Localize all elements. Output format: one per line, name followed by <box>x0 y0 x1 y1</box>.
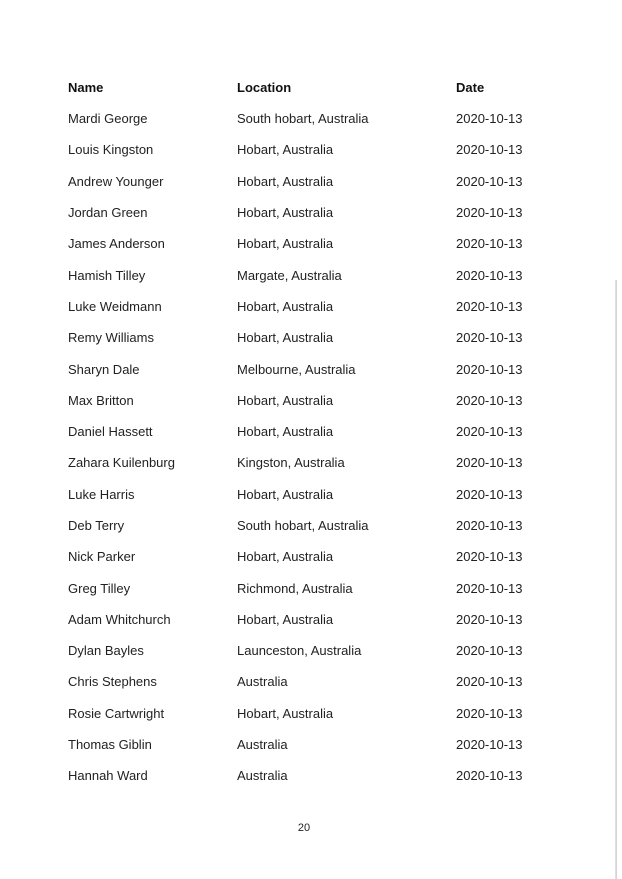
cell-date: 2020-10-13 <box>456 298 523 314</box>
cell-name: Remy Williams <box>68 330 154 346</box>
page-edge-shadow <box>615 280 617 879</box>
cell-name: Max Britton <box>68 392 134 408</box>
cell-name: Thomas Giblin <box>68 737 152 753</box>
cell-name: Daniel Hassett <box>68 424 153 440</box>
cell-location: Australia <box>237 674 288 690</box>
table-row <box>60 666 556 697</box>
cell-date: 2020-10-13 <box>456 674 523 690</box>
cell-name: Adam Whitchurch <box>68 611 171 627</box>
cell-name: Hannah Ward <box>68 768 148 784</box>
cell-location: South hobart, Australia <box>237 111 369 127</box>
cell-date: 2020-10-13 <box>456 111 523 127</box>
cell-date: 2020-10-13 <box>456 142 523 158</box>
cell-date: 2020-10-13 <box>456 611 523 627</box>
table-row <box>60 416 556 447</box>
cell-location: Hobart, Australia <box>237 705 334 721</box>
table-row <box>60 259 556 290</box>
table-row <box>60 134 556 165</box>
cell-date: 2020-10-13 <box>456 580 523 596</box>
table-row <box>60 103 556 134</box>
cell-name: Hamish Tilley <box>68 267 146 283</box>
cell-name: Mardi George <box>68 111 148 127</box>
table-row <box>60 510 556 541</box>
cell-name: Dylan Bayles <box>68 643 144 659</box>
cell-date: 2020-10-13 <box>456 737 523 753</box>
table-row <box>60 479 556 510</box>
table-row <box>60 760 556 791</box>
table-row <box>60 572 556 603</box>
cell-name: Sharyn Dale <box>68 361 140 377</box>
cell-date: 2020-10-13 <box>456 361 523 377</box>
cell-name: Chris Stephens <box>68 674 157 690</box>
cell-date: 2020-10-13 <box>456 643 523 659</box>
header-name: Name <box>68 80 104 95</box>
cell-date: 2020-10-13 <box>456 455 523 471</box>
cell-name: Nick Parker <box>68 549 136 565</box>
table-row <box>60 197 556 228</box>
cell-date: 2020-10-13 <box>456 486 523 502</box>
cell-location: South hobart, Australia <box>237 518 369 533</box>
table-row <box>60 729 556 760</box>
cell-name: Greg Tilley <box>68 580 131 596</box>
table-row <box>60 291 556 322</box>
table-row <box>60 447 556 478</box>
header-location: Location <box>237 80 292 95</box>
cell-date: 2020-10-13 <box>456 518 523 533</box>
cell-location: Margate, Australia <box>237 267 342 283</box>
page-number: 20 <box>297 822 311 834</box>
cell-date: 2020-10-13 <box>456 205 523 221</box>
cell-location: Melbourne, Australia <box>237 361 356 377</box>
cell-location: Hobart, Australia <box>237 173 334 189</box>
cell-name: Zahara Kuilenburg <box>68 455 175 471</box>
table-row <box>60 166 556 197</box>
cell-date: 2020-10-13 <box>456 173 523 189</box>
cell-location: Hobart, Australia <box>237 486 334 502</box>
table-row <box>60 604 556 635</box>
cell-location: Kingston, Australia <box>237 455 345 471</box>
cell-name: Louis Kingston <box>68 142 154 158</box>
cell-location: Hobart, Australia <box>237 205 334 221</box>
table-row <box>60 228 556 259</box>
table-row <box>60 322 556 353</box>
cell-date: 2020-10-13 <box>456 768 523 784</box>
cell-name: James Anderson <box>68 236 165 252</box>
cell-location: Hobart, Australia <box>237 142 334 158</box>
table-row <box>60 541 556 572</box>
table-row <box>60 635 556 666</box>
cell-date: 2020-10-13 <box>456 705 523 721</box>
cell-location: Hobart, Australia <box>237 330 334 346</box>
cell-name: Rosie Cartwright <box>68 705 165 721</box>
cell-location: Hobart, Australia <box>237 611 334 627</box>
table-body <box>60 103 556 792</box>
cell-location: Launceston, Australia <box>237 643 362 659</box>
cell-date: 2020-10-13 <box>456 330 523 346</box>
header-date: Date <box>456 80 485 95</box>
cell-location: Richmond, Australia <box>237 580 353 596</box>
cell-date: 2020-10-13 <box>456 549 523 565</box>
cell-date: 2020-10-13 <box>456 392 523 408</box>
cell-location: Hobart, Australia <box>237 549 334 565</box>
table-row <box>60 353 556 384</box>
cell-date: 2020-10-13 <box>456 267 523 283</box>
cell-name: Andrew Younger <box>68 173 164 189</box>
cell-location: Hobart, Australia <box>237 392 334 408</box>
cell-date: 2020-10-13 <box>456 424 523 440</box>
cell-location: Hobart, Australia <box>237 424 334 440</box>
cell-location: Hobart, Australia <box>237 298 334 314</box>
cell-location: Australia <box>237 768 288 784</box>
table-row <box>60 698 556 729</box>
cell-date: 2020-10-13 <box>456 236 523 252</box>
table-row <box>60 385 556 416</box>
signatories-table <box>60 72 556 792</box>
table-header-row <box>60 72 556 103</box>
cell-name: Luke Weidmann <box>68 298 162 314</box>
cell-name: Luke Harris <box>68 486 135 502</box>
cell-name: Deb Terry <box>68 518 125 533</box>
cell-location: Hobart, Australia <box>237 236 334 252</box>
cell-name: Jordan Green <box>68 205 148 221</box>
cell-location: Australia <box>237 737 288 753</box>
